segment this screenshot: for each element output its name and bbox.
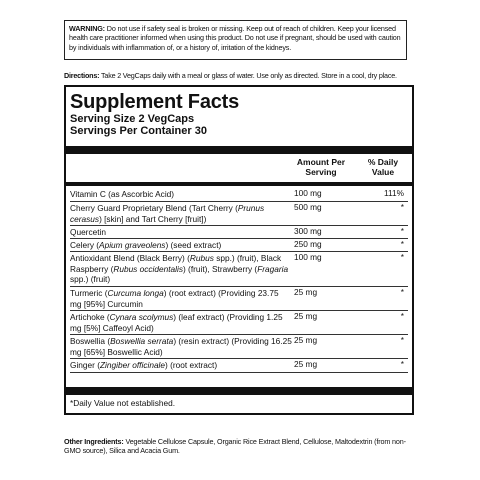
ingredient-text: ) (root extract) <box>165 360 218 370</box>
ingredient-amount: 100 mg <box>294 252 322 262</box>
ingredient-name <box>70 336 292 357</box>
supplement-facts-panel <box>64 85 414 415</box>
latin-name: Zingiber officinale <box>99 360 166 370</box>
servings-per-container: Servings Per Container 30 <box>70 125 207 137</box>
latin-name: Rubus <box>189 253 214 263</box>
ingredient-name <box>70 312 292 333</box>
ingredient-name <box>70 203 292 224</box>
ingredient-text: ) (resin extract) (Providing 16.25 mg [65%] Boswellic Acid) <box>70 336 292 357</box>
ingredient-text: Celery ( <box>70 240 100 250</box>
ingredient-text: Boswellia ( <box>70 336 111 346</box>
bottom-divider <box>66 387 412 395</box>
latin-name: Apium graveolens <box>99 240 166 250</box>
ingredient-amount: 250 mg <box>294 239 322 249</box>
warning-box <box>64 20 407 60</box>
table-row <box>70 188 408 202</box>
facts-title: Supplement Facts <box>70 91 240 113</box>
ingredient-daily-value: * <box>400 252 404 262</box>
ingredient-text: Antioxidant Blend (Black Berry) ( <box>70 253 190 263</box>
other-ingredients-text: Vegetable Cellulose Capsule, Organic Rice Extract Blend, Cellulose, Maltodextrin (from non-GMO source), Silica and Acacia Gum. <box>64 437 406 456</box>
warning-text: Do not use if safety seal is broken or missing. Keep out of reach of children. Keep your licensed health care practitioner informed when using this product. Do not use if pregnant, should be used with caution by individuals with inflammation of, or a history of, irritation of the kidneys. <box>69 24 401 52</box>
ingredient-daily-value: * <box>400 359 404 369</box>
ingredient-name <box>70 240 292 251</box>
table-row <box>70 239 408 252</box>
medium-divider <box>66 182 412 186</box>
ingredient-daily-value: 111% <box>384 188 404 198</box>
ingredient-amount: 100 mg <box>294 188 322 198</box>
ingredient-text: ) (fruit), Strawberry ( <box>182 263 258 274</box>
ingredient-daily-value: * <box>400 311 404 321</box>
footnote: *Daily Value not established. <box>70 398 176 408</box>
table-row <box>70 252 408 287</box>
ingredient-text: Cherry Guard Proprietary Blend (Tart Cherry ( <box>70 203 238 213</box>
ingredient-daily-value: * <box>400 226 404 236</box>
ingredient-name: Quercetin <box>70 227 106 237</box>
table-row <box>70 287 408 311</box>
latin-name: Boswellia serrata <box>110 336 174 346</box>
directions <box>64 71 416 80</box>
header-amount: Amount Per Serving <box>296 157 346 177</box>
ingredient-name <box>70 360 292 371</box>
table-row <box>70 226 408 239</box>
ingredient-daily-value: * <box>400 287 404 297</box>
table-row <box>70 335 408 359</box>
ingredient-text: spp.) (fruit) <box>70 274 111 285</box>
table-row <box>70 202 408 226</box>
thick-divider <box>66 146 412 154</box>
warning-label: WARNING: <box>69 24 105 33</box>
directions-label: Directions: <box>64 71 100 80</box>
ingredient-text: ) [skin] and Tart Cherry [fruit]) <box>99 213 207 224</box>
ingredient-name <box>70 253 292 285</box>
ingredient-amount: 25 mg <box>294 359 318 369</box>
other-ingredients <box>64 437 414 456</box>
header-daily-value: % Daily Value <box>367 157 399 177</box>
ingredient-amount: 25 mg <box>294 311 318 321</box>
latin-name: Rubus occidentalis <box>113 263 183 274</box>
latin-name: Curcuma longa <box>107 288 164 298</box>
latin-name: Fragaria <box>257 263 289 274</box>
ingredient-rows <box>70 188 408 373</box>
ingredient-text: spp.) (fruit), Black Raspberry ( <box>70 253 282 274</box>
column-header <box>66 157 412 181</box>
ingredient-text: ) (root extract) (Providing 23.75 mg [95%] Curcumin <box>70 288 279 309</box>
ingredient-amount: 25 mg <box>294 335 318 345</box>
directions-text: Take 2 VegCaps daily with a meal or glass of water. Use only as directed. Store in a cool, dry place. <box>99 71 397 80</box>
ingredient-daily-value: * <box>400 202 404 212</box>
table-row <box>70 311 408 335</box>
table-row <box>70 359 408 373</box>
ingredient-text: Turmeric ( <box>70 288 108 298</box>
ingredient-text: Ginger ( <box>70 360 100 370</box>
ingredient-amount: 25 mg <box>294 287 318 297</box>
other-ingredients-label: Other Ingredients: <box>64 437 124 446</box>
ingredient-text: ) (leaf extract) (Providing 1.25 mg [5%] Caffeoyl Acid) <box>70 312 283 333</box>
ingredient-daily-value: * <box>400 239 404 249</box>
ingredient-text: Artichoke ( <box>70 312 110 322</box>
ingredient-daily-value: * <box>400 335 404 345</box>
serving-size: Serving Size 2 VegCaps <box>70 113 195 125</box>
ingredient-amount: 300 mg <box>294 226 322 236</box>
ingredient-text: ) (seed extract) <box>165 240 222 250</box>
ingredient-name: Vitamin C (as Ascorbic Acid) <box>70 189 175 199</box>
latin-name: Cynara scolymus <box>109 312 174 322</box>
ingredient-name <box>70 288 292 309</box>
ingredient-amount: 500 mg <box>294 202 322 212</box>
latin-name: Prunus cerasus <box>70 203 265 224</box>
